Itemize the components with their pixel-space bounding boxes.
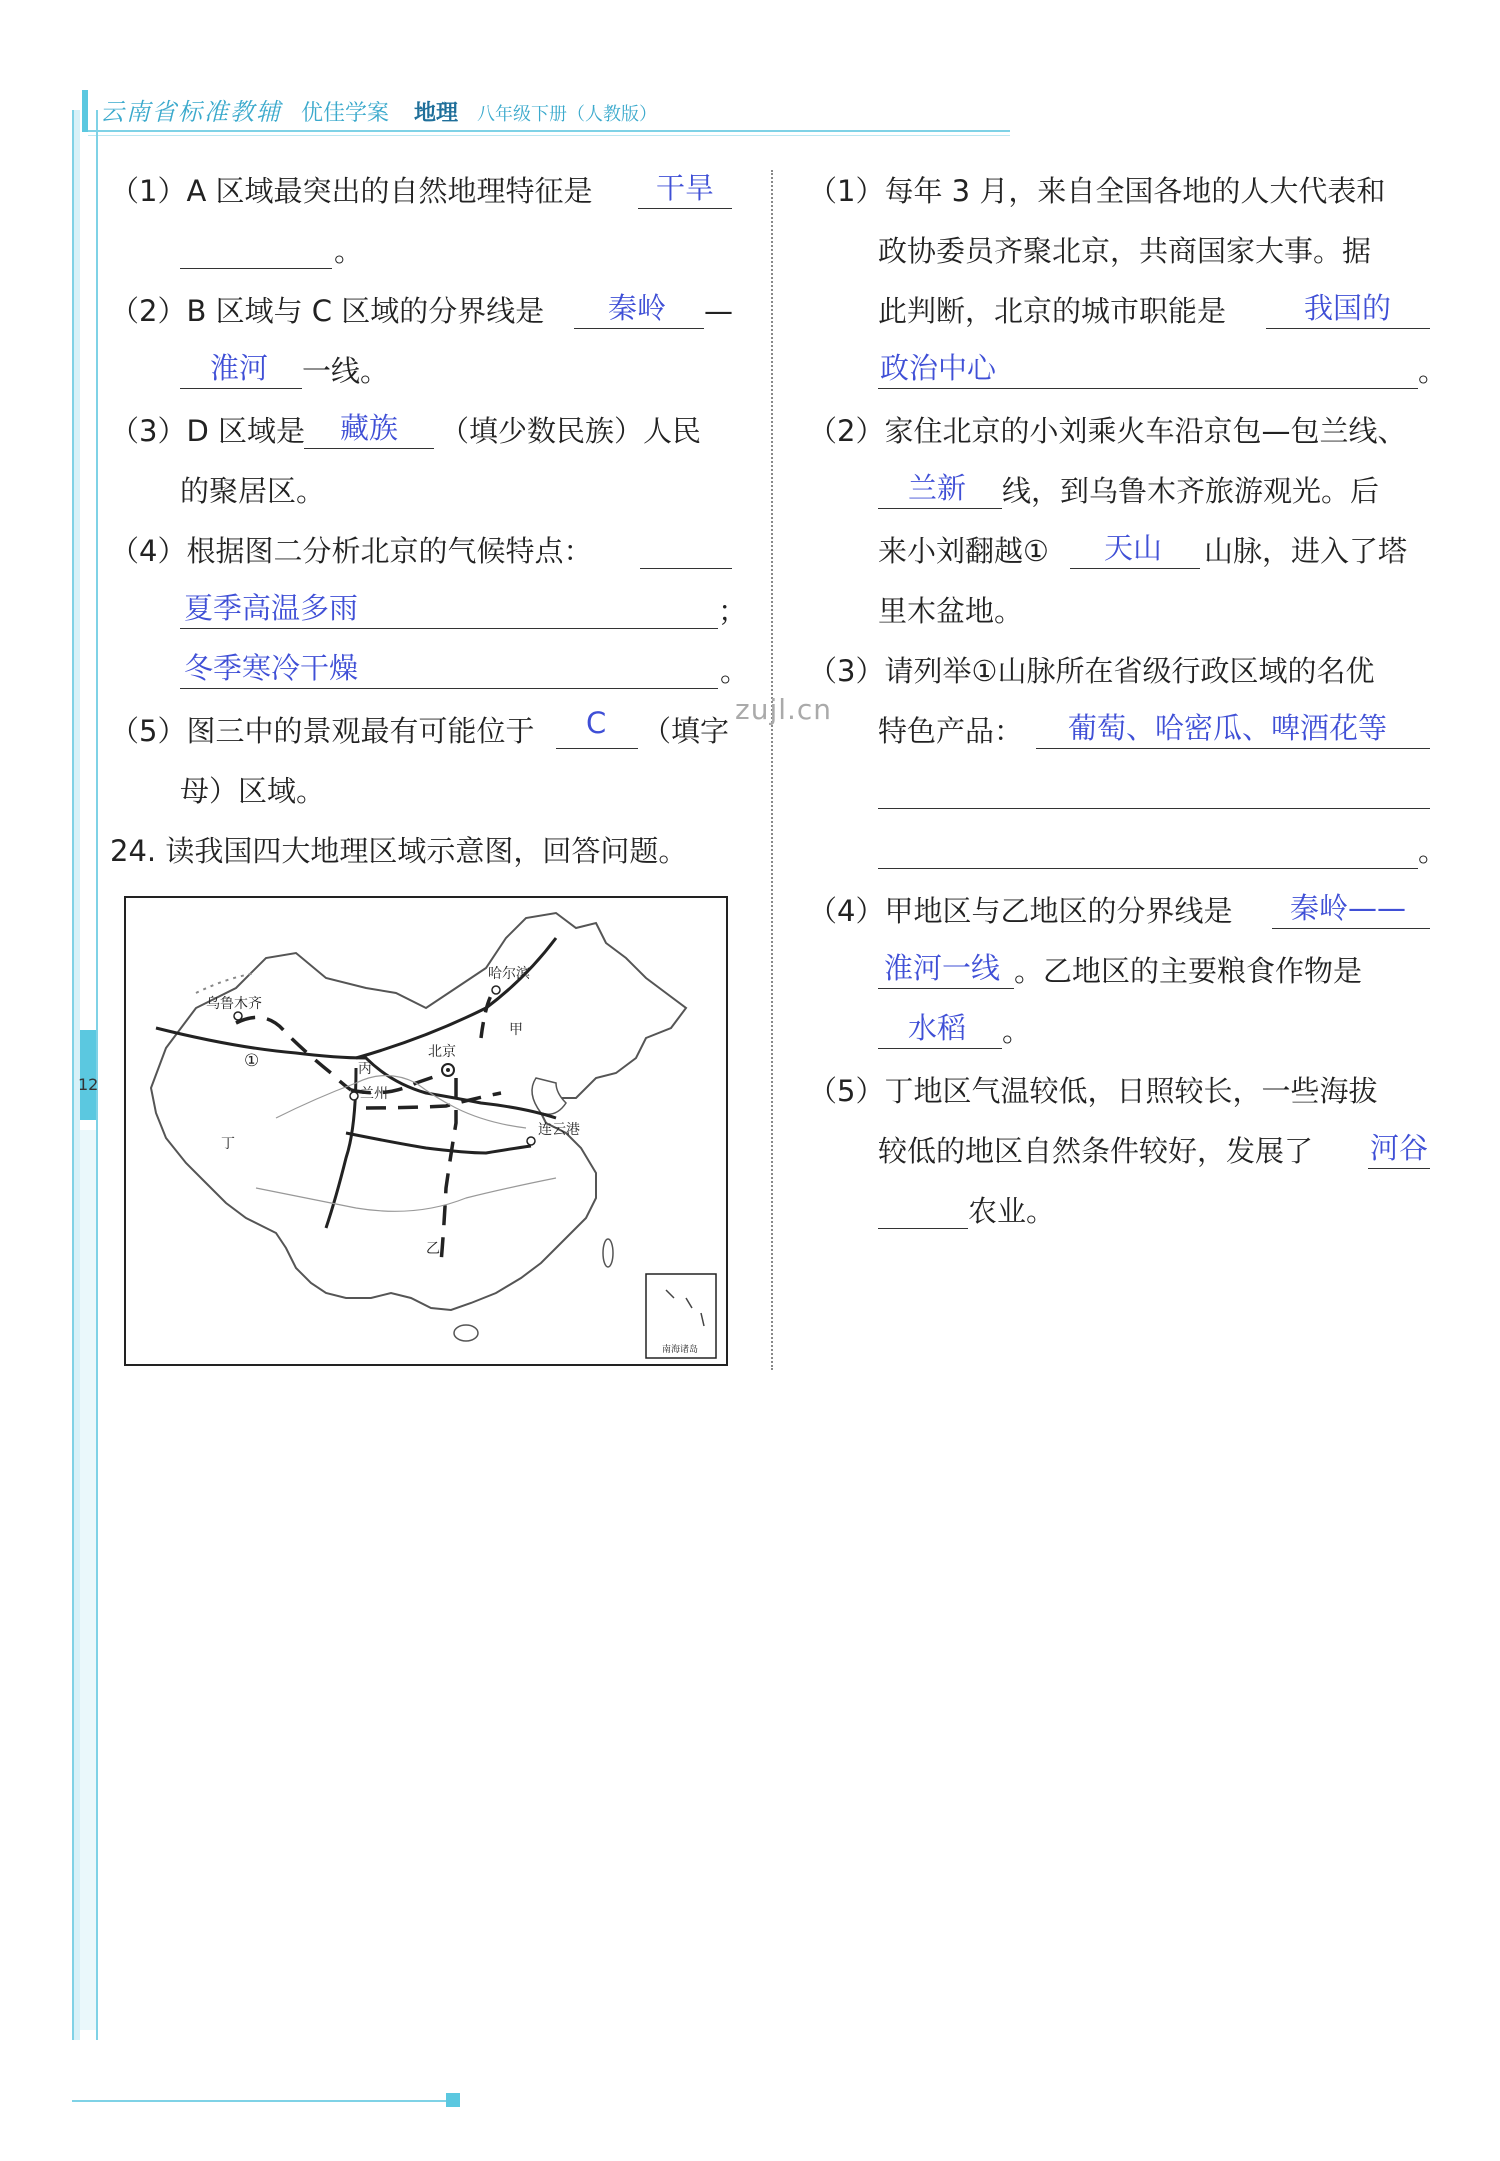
page-header xyxy=(100,92,657,127)
header-book: 优佳学案 xyxy=(301,101,390,126)
margin-panel xyxy=(80,1130,96,2030)
label-bing: 丙 xyxy=(358,1061,372,1077)
blank-line xyxy=(1266,328,1430,329)
right-q3-answer: 葡萄、哈密瓜、啤酒花等 xyxy=(1068,711,1388,745)
left-q2-answer1: 秦岭 xyxy=(608,291,667,325)
blank-line xyxy=(180,268,332,269)
left-q2-line1: （2）B 区域与 C 区域的分界线是 xyxy=(110,294,545,328)
blank-line xyxy=(878,388,1418,389)
blank-line xyxy=(1272,928,1430,929)
right-q2-line4: 里木盆地。 xyxy=(878,594,1024,628)
header-accent-bar xyxy=(82,90,88,132)
left-q4-line1: （4）根据图二分析北京的气候特点： xyxy=(110,534,593,568)
right-q5-answer: 河谷 xyxy=(1370,1131,1429,1165)
blank-line xyxy=(640,568,732,569)
blank-line xyxy=(878,508,1002,509)
left-q3-line2: 的聚居区。 xyxy=(180,474,326,508)
header-series: 云南省标准教辅 xyxy=(100,98,282,126)
left-q5-note: （填字 xyxy=(642,714,730,748)
blank-line xyxy=(1070,568,1200,569)
inset-label: 南海诸岛 xyxy=(662,1345,699,1355)
right-q2-line2: 线，到乌鲁木齐旅游观光。后 xyxy=(1002,474,1380,508)
question-24-title: 24. 读我国四大地理区域示意图，回答问题。 xyxy=(110,834,688,868)
right-q4-tail: 。 xyxy=(1002,1014,1032,1048)
right-q2-line1: （2）家住北京的小刘乘火车沿京包—包兰线、 xyxy=(808,414,1407,448)
right-q5-line3: 农业。 xyxy=(968,1194,1056,1228)
left-q4-answer1: 夏季高温多雨 xyxy=(184,591,359,625)
page-number: 12 xyxy=(78,1075,99,1094)
left-q5-line2: 母）区域。 xyxy=(180,774,326,808)
right-q3-tail: 。 xyxy=(1418,834,1448,868)
label-ding: 丁 xyxy=(221,1136,235,1152)
blank-line xyxy=(180,388,302,389)
blank-line xyxy=(180,688,718,689)
right-q5-line2: 较低的地区自然条件较好，发展了 xyxy=(878,1134,1314,1168)
right-q2-answer2: 天山 xyxy=(1104,531,1163,565)
left-q1-tail: 。 xyxy=(334,234,364,268)
right-q1-answer2: 政治中心 xyxy=(880,351,997,385)
watermark: zujl.cn xyxy=(735,693,833,726)
right-q1-tail: 。 xyxy=(1418,354,1448,388)
label-beijing: 北京 xyxy=(428,1044,456,1060)
left-q5-answer: C xyxy=(586,706,607,740)
blank-line xyxy=(878,1228,968,1229)
label-urumqi: 乌鲁木齐 xyxy=(206,996,262,1012)
taiwan-island xyxy=(603,1239,613,1267)
left-q5-line1: （5）图三中的景观最有可能位于 xyxy=(110,714,535,748)
left-q4-answer2: 冬季寒冷干燥 xyxy=(184,651,359,685)
left-q2-tail: 一线。 xyxy=(302,354,390,388)
right-q3-line1: （3）请列举①山脉所在省级行政区域的名优 xyxy=(808,654,1375,688)
label-lanzhou: 兰州 xyxy=(360,1086,388,1102)
left-q3-line1: （3）D 区域是 xyxy=(110,414,306,448)
urumqi-dot xyxy=(234,1012,242,1020)
right-q4-answer2: 淮河一线 xyxy=(884,951,1001,985)
label-yi: 乙 xyxy=(426,1241,440,1257)
left-q1-line1: （1）A 区域最突出的自然地理特征是 xyxy=(110,174,593,208)
blank-line xyxy=(638,208,732,209)
china-regions-map xyxy=(124,896,728,1366)
right-q1-line2: 政协委员齐聚北京，共商国家大事。据 xyxy=(878,234,1372,268)
hainan-island xyxy=(454,1325,478,1341)
right-q4-line1: （4）甲地区与乙地区的分界线是 xyxy=(808,894,1233,928)
blank-line xyxy=(878,808,1430,809)
left-q2-answer2: 淮河 xyxy=(210,351,269,385)
left-q2-dash: — xyxy=(704,294,733,328)
harbin-dot xyxy=(492,986,500,994)
blank-line xyxy=(878,868,1418,869)
right-q1-line3: 此判断，北京的城市职能是 xyxy=(878,294,1227,328)
lanzhou-dot xyxy=(350,1092,358,1100)
footer-rule xyxy=(72,2100,452,2102)
left-q3-answer: 藏族 xyxy=(340,411,399,445)
lianyungang-dot xyxy=(527,1137,535,1145)
label-lianyungang: 连云港 xyxy=(538,1122,580,1138)
right-q2-answer1: 兰新 xyxy=(908,471,967,505)
left-q1-answer: 干旱 xyxy=(656,171,715,205)
right-q2-line3b: 山脉，进入了塔 xyxy=(1204,534,1408,568)
blank-line xyxy=(878,1048,1002,1049)
label-jia: 甲 xyxy=(509,1022,523,1038)
right-q4-answer1: 秦岭—— xyxy=(1290,891,1407,925)
beijing-center xyxy=(446,1068,450,1072)
header-grade: 八年级下册（人教版） xyxy=(477,104,658,125)
header-rule xyxy=(88,130,1010,132)
header-rule-thin xyxy=(88,135,1010,136)
right-q2-line3a: 来小刘翻越① xyxy=(878,534,1049,568)
right-q4-answer3: 水稻 xyxy=(908,1011,967,1045)
header-subject: 地理 xyxy=(414,101,459,126)
blank-line xyxy=(304,448,434,449)
label-mountain-1: ① xyxy=(244,1051,260,1071)
right-q1-answer1: 我国的 xyxy=(1304,291,1392,325)
left-q4-tail: 。 xyxy=(720,654,750,688)
blank-line xyxy=(556,748,638,749)
right-q3-line2: 特色产品： xyxy=(878,714,1024,748)
left-q3-note: （填少数民族）人民 xyxy=(440,414,702,448)
column-divider xyxy=(771,170,773,1370)
blank-line xyxy=(180,628,718,629)
footer-square xyxy=(446,2093,460,2107)
blank-line xyxy=(574,328,704,329)
left-q4-sep: ； xyxy=(718,594,748,628)
right-q4-mid: 。乙地区的主要粮食作物是 xyxy=(1014,954,1363,988)
blank-line xyxy=(1368,1168,1430,1169)
blank-line xyxy=(878,988,1014,989)
label-harbin: 哈尔滨 xyxy=(488,966,530,982)
right-q1-line1: （1）每年 3 月，来自全国各地的人大代表和 xyxy=(808,174,1386,208)
right-q5-line1: （5）丁地区气温较低，日照较长，一些海拔 xyxy=(808,1074,1378,1108)
blank-line xyxy=(1036,748,1430,749)
